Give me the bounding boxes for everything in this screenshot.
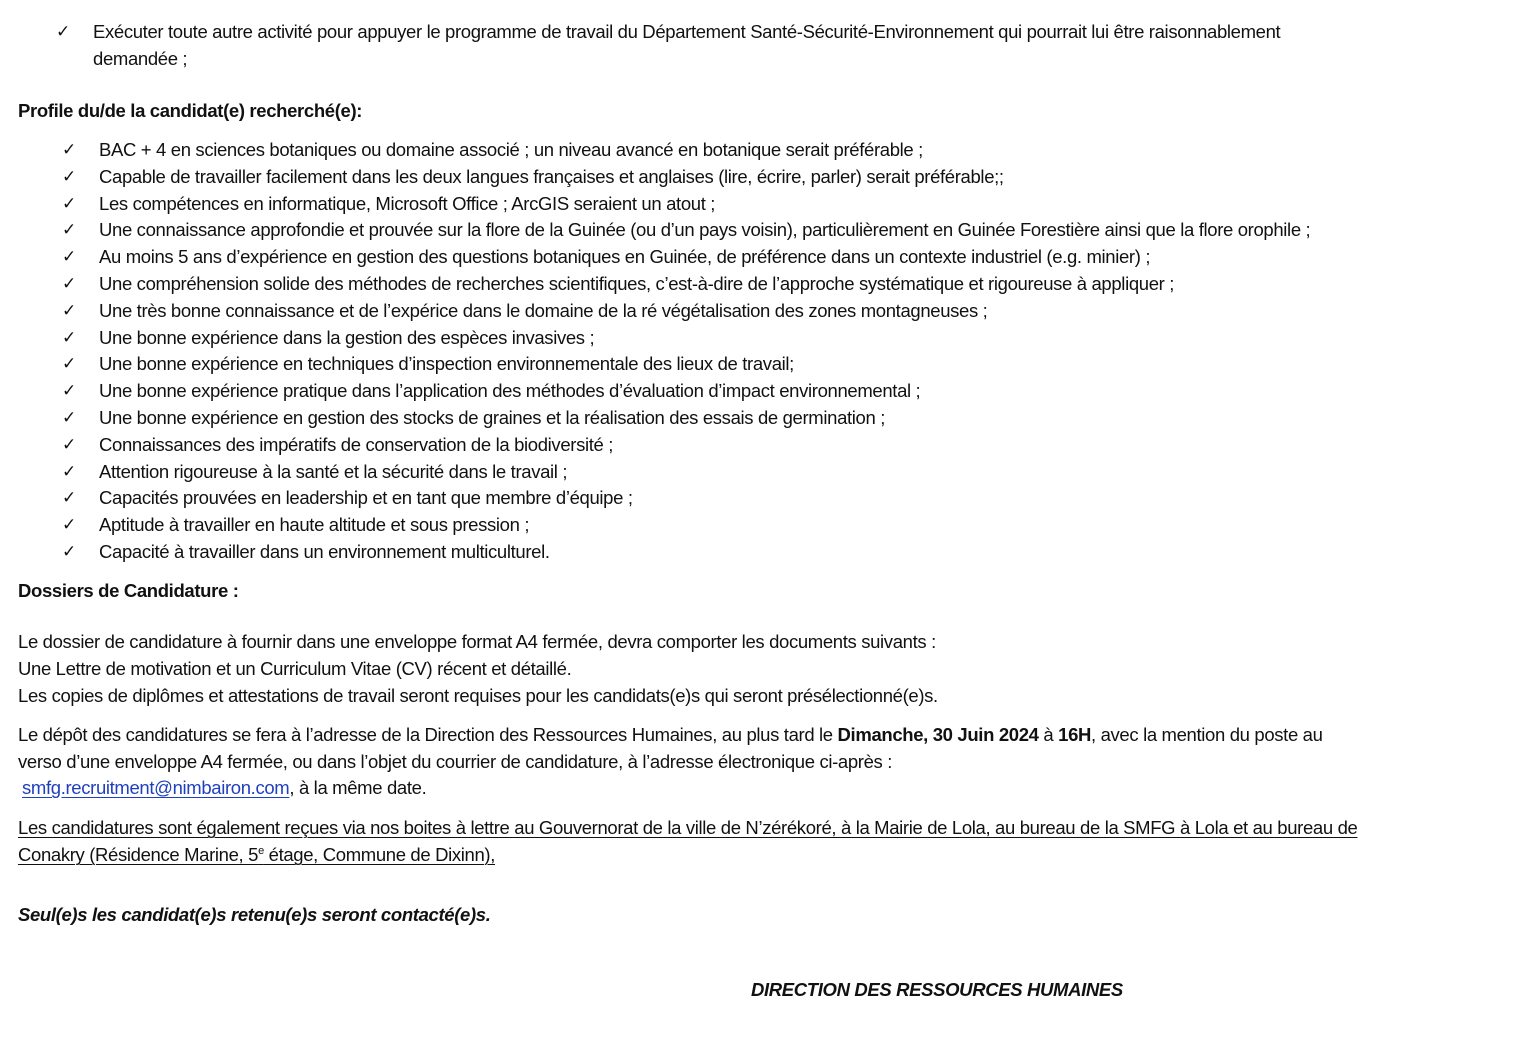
- superscript-e: e: [258, 844, 264, 857]
- deposit-text: , à la même date.: [289, 777, 427, 798]
- deposit-text: Le dépôt des candidatures se fera à l’adresse de la Direction des Ressources Humaines, au plus tard le: [18, 724, 838, 745]
- deposit-text: à: [1038, 724, 1059, 745]
- profile-heading: Profile du/de la candidat(e) recherché(e):: [18, 100, 363, 121]
- profile-item-text: Capacités prouvées en leadership et en tant que membre d’équipe ;: [99, 487, 633, 509]
- check-mark-icon: ✓: [62, 327, 76, 347]
- check-mark-icon: ✓: [62, 274, 76, 293]
- profile-item-text: Une bonne expérience dans la gestion des espèces invasives ;: [99, 326, 595, 348]
- check-mark-icon: ✓: [62, 247, 76, 267]
- deadline-date: Dimanche, 30 Juin 2024: [837, 724, 1039, 745]
- check-mark-icon: ✓: [62, 166, 76, 186]
- profile-item-text: Une compréhension solide des méthodes de recherches scientifiques, c’est-à-dire de l’approche systématique et rigoureuse à appliquer ;: [99, 273, 1175, 294]
- check-mark-icon: ✓: [62, 300, 76, 320]
- deadline-time: 16H: [1058, 724, 1092, 745]
- check-mark-icon: ✓: [62, 408, 76, 427]
- profile-item-text: Connaissances des impératifs de conservation de la biodiversité ;: [99, 433, 614, 455]
- check-mark-icon: ✓: [62, 140, 76, 159]
- check-mark-icon: ✓: [56, 22, 70, 41]
- profile-item-text: Capable de travailler facilement dans les deux langues françaises et anglaises (lire, écrire, parler) serait préférable;;: [99, 165, 1004, 187]
- profile-item-text: Les compétences en informatique, Microsoft Office ; ArcGIS seraient un atout ;: [99, 192, 716, 214]
- mailbox-text: Conakry (Résidence Marine, 5: [18, 844, 259, 865]
- dossier-paragraph-line: Le dossier de candidature à fournir dans une enveloppe format A4 fermée, devra comporter les documents suivants :: [18, 631, 936, 652]
- profile-item-text: Une très bonne connaissance et de l’expérice dans le domaine de la ré végétalisation des zones montagneuses ;: [99, 299, 988, 321]
- deposit-paragraph-line3: [18, 774, 426, 801]
- check-mark-icon: ✓: [62, 488, 76, 508]
- mailbox-paragraph-line1: Les candidatures sont également reçues via nos boites à lettre au Gouvernorat de la ville de N’zérékoré, à la Mairie de Lola, au bureau de la SMFG à Lola et au bureau de: [18, 817, 1358, 838]
- profile-item-text: BAC + 4 en sciences botaniques ou domaine associé ; un niveau avancé en botanique serait préférable ;: [99, 139, 923, 160]
- mailbox-text: étage, Commune de Dixinn),: [263, 844, 496, 865]
- deposit-paragraph-line2: verso d’une enveloppe A4 fermée, ou dans l’objet du courrier de candidature, à l’adresse électronique ci-après :: [18, 751, 893, 772]
- check-mark-icon: ✓: [62, 515, 76, 535]
- email-link[interactable]: smfg.recruitment@nimbairon.com: [22, 777, 290, 798]
- signature: DIRECTION DES RESSOURCES HUMAINES: [751, 979, 1123, 1000]
- check-mark-icon: ✓: [62, 381, 76, 401]
- intro-item-line1: Exécuter toute autre activité pour appuyer le programme de travail du Département Santé-Sécurité-Environnement qui pourrait lui être raisonnablement: [93, 21, 1281, 42]
- dossier-paragraph-line: Les copies de diplômes et attestations de travail seront requises pour les candidats(e)s qui seront présélectionné(e)s.: [18, 685, 938, 706]
- mailbox-paragraph-line2: [18, 841, 495, 868]
- check-mark-icon: ✓: [62, 542, 76, 561]
- check-mark-icon: ✓: [62, 434, 76, 454]
- check-mark-icon: ✓: [62, 461, 76, 481]
- deposit-paragraph-line1: [18, 721, 1323, 748]
- profile-item-text: Une bonne expérience en techniques d’inspection environnementale des lieux de travail;: [99, 353, 794, 375]
- deposit-text: , avec la mention du poste au: [1091, 724, 1323, 745]
- profile-item-text: Attention rigoureuse à la santé et la sécurité dans le travail ;: [99, 460, 568, 482]
- check-mark-icon: ✓: [62, 220, 76, 240]
- profile-item-text: Une connaissance approfondie et prouvée sur la flore de la Guinée (ou d’un pays voisin), particulièrement en Guinée Forestière ainsi que la flore orophile ;: [99, 219, 1311, 241]
- profile-item-text: Une bonne expérience pratique dans l’application des méthodes d’évaluation d’impact environnemental ;: [99, 380, 921, 402]
- profile-item-text: Une bonne expérience en gestion des stocks de graines et la réalisation des essais de germination ;: [99, 407, 886, 428]
- profile-item-text: Capacité à travailler dans un environnement multiculturel.: [99, 541, 550, 562]
- dossiers-heading: Dossiers de Candidature :: [18, 580, 239, 601]
- selection-notice: Seul(e)s les candidat(e)s retenu(e)s seront contacté(e)s.: [18, 904, 491, 925]
- dossier-paragraph-line: Une Lettre de motivation et un Curriculum Vitae (CV) récent et détaillé.: [18, 658, 572, 679]
- profile-item-text: Aptitude à travailler en haute altitude et sous pression ;: [99, 514, 530, 536]
- check-mark-icon: ✓: [62, 193, 76, 213]
- profile-item-text: Au moins 5 ans d’expérience en gestion des questions botaniques en Guinée, de préférence dans un contexte industriel (e.g. minier) ;: [99, 246, 1151, 268]
- check-mark-icon: ✓: [62, 354, 76, 374]
- intro-item-line2: demandée ;: [93, 48, 188, 69]
